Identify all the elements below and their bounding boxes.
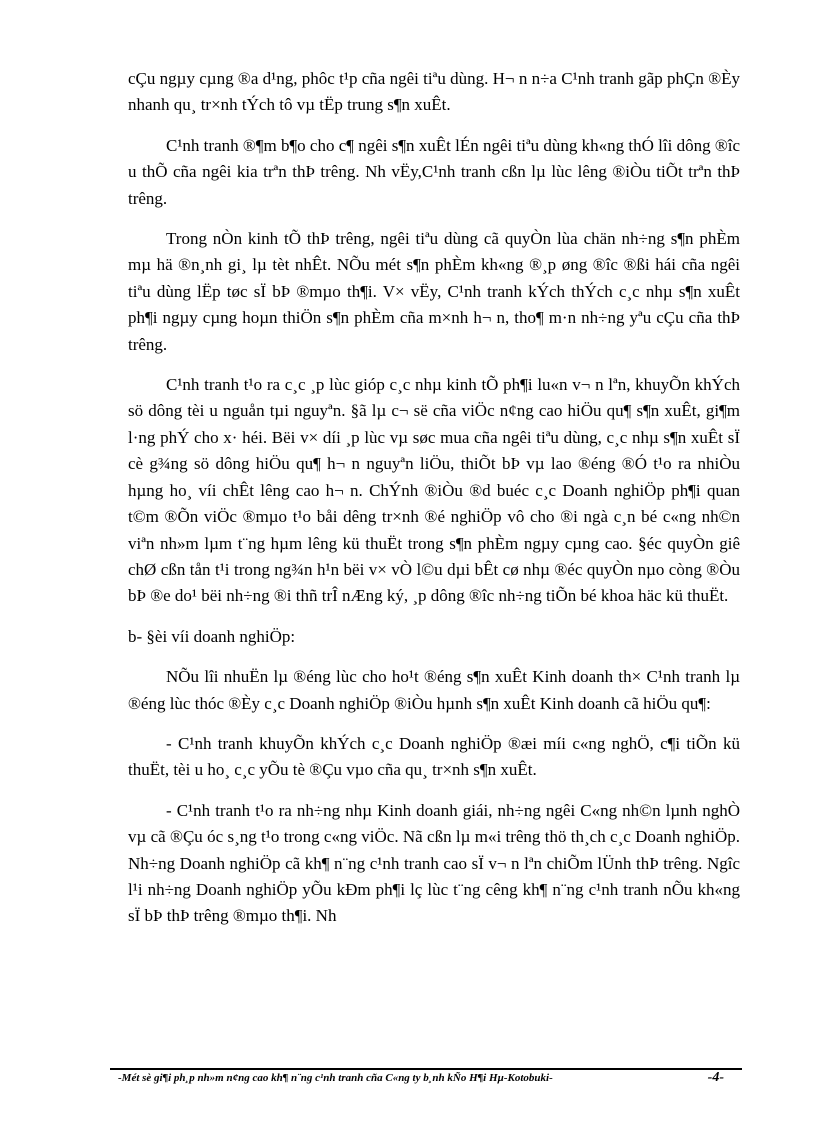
paragraph-3: Trong nÒn kinh tÕ thÞ trêng, ngêi tiªu dùng cã quyÒn lùa chän nh÷ng s¶n phÈm mµ hä ®n¸nh gi¸ lµ tèt nhÊt. NÕu mét s¶n phÈm kh«ng ®¸p øng ®îc ®ßi hái cña ngêi tiªu dùng lËp tøc sÏ bÞ ®mµo th¶i. V× vËy, C¹nh tranh kÝch thÝch c¸c nhµ s¶n xuÊt ph¶i ngµy cµng hoµn thiÖn s¶n phÈm cña m×nh h¬ n, tho¶ m·n nh÷ng yªu cÇu cña thÞ trêng. <box>128 229 740 354</box>
page-number: -4- <box>707 1070 724 1085</box>
document-body <box>128 66 740 944</box>
paragraph-2: C¹nh tranh ®¶m b¶o cho c¶ ngêi s¶n xuÊt lÉn ngêi tiªu dùng kh«ng thÓ lîi dông ®îc u thÕ cña ngêi kia trªn thÞ trêng. Nh vËy,C¹nh tranh cßn lµ lùc lêng ®iÒu tiÕt trªn thÞ trêng. <box>128 135 741 208</box>
paragraph-6: NÕu lîi nhuËn lµ ®éng lùc cho ho¹t ®éng s¶n xuÊt Kinh doanh th× C¹nh tranh lµ ®éng lùc thóc ®Èy c¸c Doanh nghiÖp ®iÒu hµnh s¶n xuÊt Kinh doanh cã hiÖu qu¶: <box>128 667 740 713</box>
paragraph-1: cÇu ngµy cµng ®a d¹ng, phôc t¹p cña ngêi tiªu dùng. H¬ n n÷a C¹nh tranh gãp phÇn ®Èy nhanh qu¸ tr×nh tÝch tô vµ tËp trung s¶n xuÊt. <box>128 69 740 115</box>
bullet-paragraph-2: - C¹nh tranh t¹o ra nh÷ng nhµ Kinh doanh giái, nh÷ng ngêi C«ng nh©n lµnh nghÒ vµ cã ®Çu óc s¸ng t¹o trong c«ng viÖc. Nã cßn lµ m«i trêng thö th¸ch c¸c Doanh nghiÖp. Nh÷ng Doanh nghiÖp cã kh¶ n¨ng c¹nh tranh cao sÏ v¬ n lªn chiÕm lÜnh thÞ trêng. Ngîc l¹i nh÷ng Doanh nghiÖp yÕu kÐm ph¶i lç lùc t¨ng cêng kh¶ n¨ng c¹nh tranh nÕu kh«ng sÏ bÞ thÞ trêng ®mµo th¶i. Nh <box>128 800 740 926</box>
footer-title: -Mét sè gi¶i ph¸p nh»m n¢ng cao kh¶ n¨ng c¹nh tranh cña C«ng ty b¸nh kÑo H¶i Hµ-Kotobuki- <box>118 1072 553 1084</box>
page-footer <box>110 1068 742 1090</box>
section-heading: b- §èi víi doanh nghiÖp: <box>128 626 296 646</box>
bullet-paragraph-1: - C¹nh tranh khuyÕn khÝch c¸c Doanh nghiÖp ®æi míi c«ng nghÖ, c¶i tiÕn kü thuËt, tèi u ho¸ c¸c yÕu tè ®Çu vµo cña qu¸ tr×nh s¶n xuÊt. <box>128 733 740 780</box>
paragraph-4: C¹nh tranh t¹o ra c¸c ¸p lùc gióp c¸c nhµ kinh tÕ ph¶i lu«n v¬ n lªn, khuyÕn khÝch sö dông tèi u nguån tµi nguyªn. §ã lµ c¬ së cña viÖc n¢ng cao hiÖu qu¶ s¶n xuÊt, gi¶m l·ng phÝ cho x· héi. Bëi v× díi ¸p lùc vµ søc mua cña ngêi tiªu dùng, c¸c nhµ s¶n xuÊt sÏ cè g¾ng sö dông hiÖu qu¶ h¬ n nguyªn liÖu, thiÕt bÞ vµ lao ®éng ®Ó t¹o ra nhiÒu hµng ho¸ víi chÊt lêng cao h¬ n. ChÝnh ®iÒu ®d buéc c¸c Doanh nghiÖp ph¶i quan t©m ®Õn viÖc ®mµo t¹o båi dêng tr×nh ®é nghiÖp vô cho ®i ngà c¸n bé c«ng nh©n viªn nh»m lµm t¨ng hµm lêng kü thuËt trong s¶n phÈm ngµy cµng cao. §éc quyÒn giê chØ cßn tån t¹i trong ng¾n h¹n bëi v× vÒ l©u dµi bÊt cø nhµ ®éc quyÒn nµo còng ®Òu bÞ ®e do¹ bëi nh÷ng ®i thñ trÎ nÆng ký, ¸p dông ®îc nh÷ng tiÕn bé khoa häc kü thuËt. <box>128 375 740 606</box>
